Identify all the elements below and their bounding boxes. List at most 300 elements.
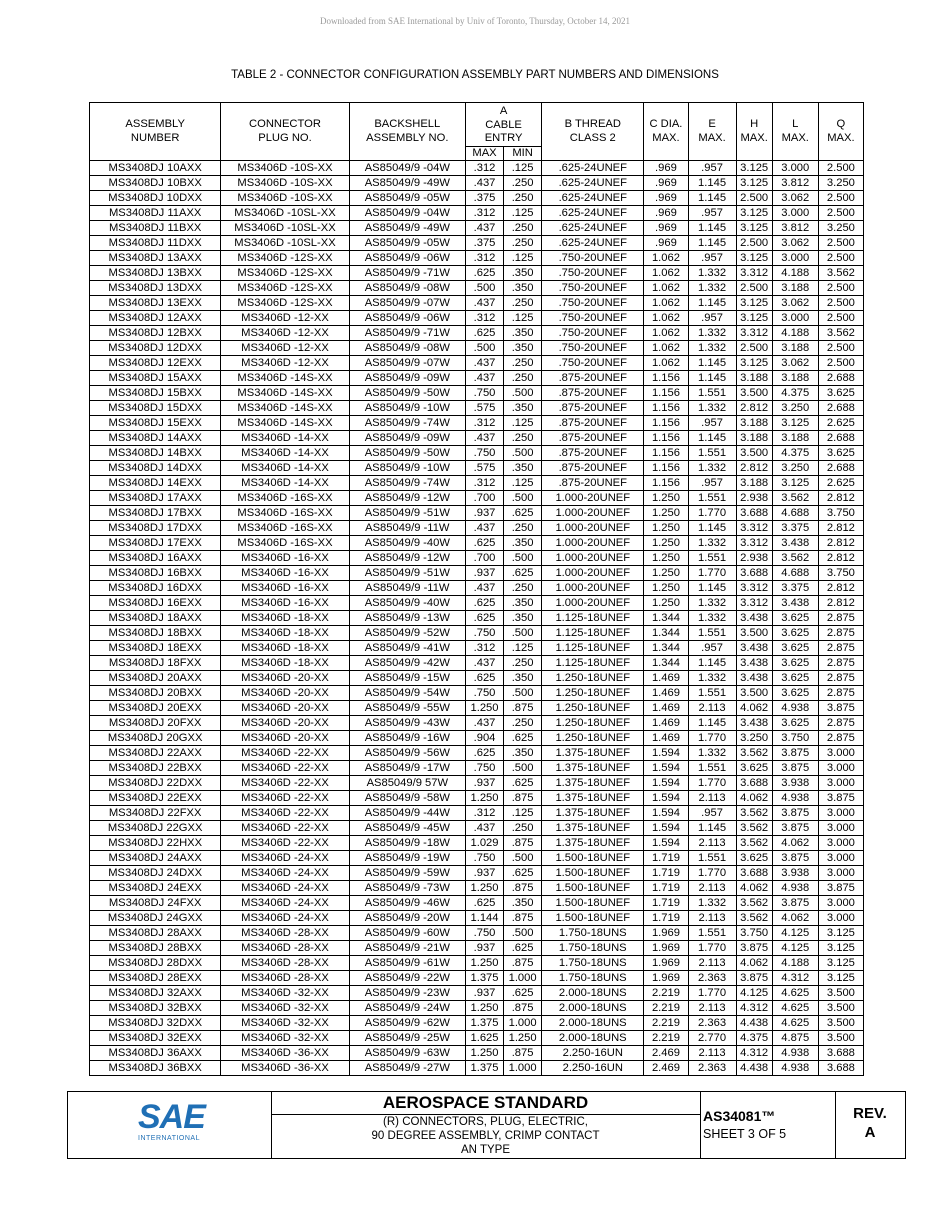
- cell-q-max: 2.500: [818, 356, 863, 371]
- cell-backshell-assembly: AS85049/9 -50W: [349, 446, 465, 461]
- table-row: [90, 161, 864, 176]
- cell-b-thread: .625-24UNEF: [542, 236, 644, 251]
- cell-backshell-assembly: AS85049/9 -54W: [349, 686, 465, 701]
- cell-backshell-assembly: AS85049/9 -11W: [349, 581, 465, 596]
- cell-connector-plug: MS3406D -12S-XX: [221, 266, 349, 281]
- cell-q-max: 3.000: [818, 821, 863, 836]
- header-e-max: E MAX.: [688, 103, 736, 161]
- cell-h-max: 2.500: [736, 281, 772, 296]
- cell-assembly-number: MS3408DJ 16EXX: [90, 596, 221, 611]
- cell-backshell-assembly: AS85049/9 -43W: [349, 716, 465, 731]
- cell-assembly-number: MS3408DJ 24FXX: [90, 896, 221, 911]
- cell-c-dia: 1.250: [644, 536, 688, 551]
- cell-backshell-assembly: AS85049/9 -40W: [349, 596, 465, 611]
- table-row: [90, 671, 864, 686]
- standard-title-cell: [271, 1092, 701, 1158]
- cell-a-min: .625: [504, 866, 542, 881]
- cell-assembly-number: MS3408DJ 12DXX: [90, 341, 221, 356]
- cell-l-max: 3.625: [772, 656, 818, 671]
- cell-q-max: 3.625: [818, 386, 863, 401]
- cell-l-max: 3.875: [772, 806, 818, 821]
- cell-connector-plug: MS3406D -20-XX: [221, 731, 349, 746]
- cell-q-max: 3.000: [818, 896, 863, 911]
- cell-connector-plug: MS3406D -10S-XX: [221, 176, 349, 191]
- cell-b-thread: 1.125-18UNEF: [542, 611, 644, 626]
- cell-b-thread: 1.125-18UNEF: [542, 626, 644, 641]
- table-row: [90, 446, 864, 461]
- cell-a-max: .312: [465, 806, 503, 821]
- cell-b-thread: 1.750-18UNS: [542, 956, 644, 971]
- cell-b-thread: 1.375-18UNEF: [542, 746, 644, 761]
- cell-assembly-number: MS3408DJ 15EXX: [90, 416, 221, 431]
- cell-a-max: .312: [465, 161, 503, 176]
- cell-a-min: .250: [504, 191, 542, 206]
- cell-c-dia: 1.594: [644, 761, 688, 776]
- cell-backshell-assembly: AS85049/9 -42W: [349, 656, 465, 671]
- cell-connector-plug: MS3406D -28-XX: [221, 971, 349, 986]
- cell-b-thread: 2.000-18UNS: [542, 1016, 644, 1031]
- cell-e-max: 1.551: [688, 761, 736, 776]
- table-row: [90, 821, 864, 836]
- cell-b-thread: 1.000-20UNEF: [542, 506, 644, 521]
- cell-connector-plug: MS3406D -20-XX: [221, 716, 349, 731]
- table-row: [90, 461, 864, 476]
- cell-l-max: 3.000: [772, 311, 818, 326]
- download-watermark: Downloaded from SAE International by Univ of Toronto, Thursday, October 14, 2021: [320, 16, 630, 26]
- cell-a-max: .437: [465, 221, 503, 236]
- cell-assembly-number: MS3408DJ 13EXX: [90, 296, 221, 311]
- cell-connector-plug: MS3406D -22-XX: [221, 761, 349, 776]
- cell-assembly-number: MS3408DJ 24AXX: [90, 851, 221, 866]
- cell-h-max: 3.688: [736, 866, 772, 881]
- cell-a-min: .625: [504, 986, 542, 1001]
- cell-backshell-assembly: AS85049/9 -06W: [349, 311, 465, 326]
- cell-connector-plug: MS3406D -10SL-XX: [221, 236, 349, 251]
- cell-b-thread: .875-20UNEF: [542, 431, 644, 446]
- cell-e-max: 1.551: [688, 446, 736, 461]
- cell-e-max: 1.145: [688, 716, 736, 731]
- cell-assembly-number: MS3408DJ 20EXX: [90, 701, 221, 716]
- cell-b-thread: .625-24UNEF: [542, 161, 644, 176]
- cell-backshell-assembly: AS85049/9 -56W: [349, 746, 465, 761]
- cell-assembly-number: MS3408DJ 32EXX: [90, 1031, 221, 1046]
- cell-l-max: 3.625: [772, 626, 818, 641]
- cell-e-max: 1.145: [688, 356, 736, 371]
- cell-assembly-number: MS3408DJ 18BXX: [90, 626, 221, 641]
- cell-h-max: 4.312: [736, 1001, 772, 1016]
- cell-backshell-assembly: AS85049/9 -24W: [349, 1001, 465, 1016]
- cell-b-thread: .750-20UNEF: [542, 356, 644, 371]
- cell-l-max: 3.938: [772, 866, 818, 881]
- cell-e-max: 1.551: [688, 686, 736, 701]
- cell-connector-plug: MS3406D -20-XX: [221, 686, 349, 701]
- cell-b-thread: 1.500-18UNEF: [542, 866, 644, 881]
- cell-connector-plug: MS3406D -16-XX: [221, 581, 349, 596]
- cell-l-max: 3.875: [772, 821, 818, 836]
- cell-b-thread: 1.375-18UNEF: [542, 836, 644, 851]
- cell-connector-plug: MS3406D -24-XX: [221, 911, 349, 926]
- cell-l-max: 3.812: [772, 176, 818, 191]
- cell-q-max: 2.812: [818, 536, 863, 551]
- cell-l-max: 3.188: [772, 371, 818, 386]
- cell-l-max: 4.688: [772, 506, 818, 521]
- cell-backshell-assembly: AS85049/9 -12W: [349, 491, 465, 506]
- cell-h-max: 3.438: [736, 641, 772, 656]
- cell-a-min: .350: [504, 281, 542, 296]
- cell-q-max: 3.000: [818, 851, 863, 866]
- cell-c-dia: 1.062: [644, 266, 688, 281]
- revision-value: A: [864, 1124, 876, 1141]
- cell-connector-plug: MS3406D -22-XX: [221, 791, 349, 806]
- cell-a-min: .250: [504, 356, 542, 371]
- cell-q-max: 3.000: [818, 746, 863, 761]
- cell-backshell-assembly: AS85049/9 -74W: [349, 416, 465, 431]
- cell-l-max: 3.562: [772, 551, 818, 566]
- cell-c-dia: 1.594: [644, 746, 688, 761]
- cell-connector-plug: MS3406D -16S-XX: [221, 536, 349, 551]
- cell-assembly-number: MS3408DJ 28BXX: [90, 941, 221, 956]
- cell-a-min: .500: [504, 386, 542, 401]
- cell-c-dia: 1.250: [644, 596, 688, 611]
- cell-h-max: 3.312: [736, 536, 772, 551]
- cell-a-min: .500: [504, 926, 542, 941]
- cell-assembly-number: MS3408DJ 28DXX: [90, 956, 221, 971]
- cell-b-thread: 1.125-18UNEF: [542, 656, 644, 671]
- cell-a-max: .750: [465, 851, 503, 866]
- cell-q-max: 2.688: [818, 371, 863, 386]
- cell-c-dia: 1.250: [644, 506, 688, 521]
- cell-backshell-assembly: AS85049/9 -71W: [349, 266, 465, 281]
- cell-l-max: 3.250: [772, 401, 818, 416]
- cell-backshell-assembly: AS85049/9 -55W: [349, 701, 465, 716]
- cell-l-max: 4.625: [772, 1016, 818, 1031]
- cell-e-max: 1.770: [688, 731, 736, 746]
- cell-a-min: .875: [504, 1046, 542, 1061]
- cell-h-max: 3.438: [736, 716, 772, 731]
- cell-q-max: 2.500: [818, 191, 863, 206]
- cell-a-min: .125: [504, 476, 542, 491]
- cell-a-min: .250: [504, 521, 542, 536]
- cell-b-thread: .875-20UNEF: [542, 461, 644, 476]
- cell-e-max: 2.113: [688, 701, 736, 716]
- table-row: [90, 1016, 864, 1031]
- header-b-thread: B THREAD CLASS 2: [542, 103, 644, 161]
- cell-c-dia: 1.594: [644, 821, 688, 836]
- cell-connector-plug: MS3406D -24-XX: [221, 851, 349, 866]
- cell-b-thread: 1.500-18UNEF: [542, 911, 644, 926]
- title-block: [67, 1091, 906, 1159]
- cell-connector-plug: MS3406D -10SL-XX: [221, 221, 349, 236]
- cell-h-max: 4.438: [736, 1016, 772, 1031]
- cell-l-max: 4.938: [772, 701, 818, 716]
- cell-connector-plug: MS3406D -10S-XX: [221, 191, 349, 206]
- cell-a-max: .312: [465, 251, 503, 266]
- cell-a-max: 1.250: [465, 956, 503, 971]
- header-q-max: Q MAX.: [818, 103, 863, 161]
- table-row: [90, 341, 864, 356]
- cell-assembly-number: MS3408DJ 22EXX: [90, 791, 221, 806]
- cell-connector-plug: MS3406D -10SL-XX: [221, 206, 349, 221]
- cell-a-min: .125: [504, 251, 542, 266]
- cell-q-max: 3.750: [818, 506, 863, 521]
- cell-assembly-number: MS3408DJ 10AXX: [90, 161, 221, 176]
- header-backshell-assembly: BACKSHELL ASSEMBLY NO.: [349, 103, 465, 161]
- cell-e-max: 1.332: [688, 341, 736, 356]
- cell-l-max: 4.188: [772, 266, 818, 281]
- cell-c-dia: 1.719: [644, 851, 688, 866]
- cell-q-max: 3.125: [818, 971, 863, 986]
- cell-a-min: .350: [504, 611, 542, 626]
- cell-assembly-number: MS3408DJ 22BXX: [90, 761, 221, 776]
- cell-a-max: .312: [465, 206, 503, 221]
- cell-a-max: .437: [465, 581, 503, 596]
- cell-a-min: .625: [504, 941, 542, 956]
- cell-assembly-number: MS3408DJ 22DXX: [90, 776, 221, 791]
- cell-a-max: .937: [465, 506, 503, 521]
- cell-a-max: .625: [465, 326, 503, 341]
- cell-a-max: .625: [465, 896, 503, 911]
- cell-c-dia: 1.594: [644, 791, 688, 806]
- cell-connector-plug: MS3406D -36-XX: [221, 1046, 349, 1061]
- cell-assembly-number: MS3408DJ 32BXX: [90, 1001, 221, 1016]
- cell-backshell-assembly: AS85049/9 -11W: [349, 521, 465, 536]
- cell-a-min: .350: [504, 596, 542, 611]
- cell-connector-plug: MS3406D -14-XX: [221, 476, 349, 491]
- cell-e-max: 1.551: [688, 851, 736, 866]
- cell-backshell-assembly: AS85049/9 -07W: [349, 296, 465, 311]
- cell-c-dia: .969: [644, 176, 688, 191]
- cell-e-max: 1.145: [688, 296, 736, 311]
- cell-l-max: 3.062: [772, 191, 818, 206]
- cell-e-max: 1.332: [688, 596, 736, 611]
- cell-c-dia: 1.969: [644, 941, 688, 956]
- cell-q-max: 3.000: [818, 911, 863, 926]
- cell-assembly-number: MS3408DJ 32DXX: [90, 1016, 221, 1031]
- table-row: [90, 551, 864, 566]
- cell-l-max: 3.438: [772, 536, 818, 551]
- cell-connector-plug: MS3406D -32-XX: [221, 1016, 349, 1031]
- cell-a-max: .437: [465, 371, 503, 386]
- cell-connector-plug: MS3406D -18-XX: [221, 641, 349, 656]
- cell-a-max: .437: [465, 521, 503, 536]
- cell-q-max: 3.000: [818, 776, 863, 791]
- cell-a-max: .375: [465, 236, 503, 251]
- cell-b-thread: .875-20UNEF: [542, 476, 644, 491]
- cell-assembly-number: MS3408DJ 15BXX: [90, 386, 221, 401]
- cell-q-max: 3.500: [818, 986, 863, 1001]
- cell-c-dia: 1.594: [644, 836, 688, 851]
- header-h-max: H MAX.: [736, 103, 772, 161]
- cell-b-thread: 1.250-18UNEF: [542, 686, 644, 701]
- cell-connector-plug: MS3406D -12-XX: [221, 311, 349, 326]
- cell-a-max: .437: [465, 431, 503, 446]
- cell-a-min: .350: [504, 671, 542, 686]
- cell-h-max: 3.125: [736, 296, 772, 311]
- cell-a-min: .350: [504, 746, 542, 761]
- cell-backshell-assembly: AS85049/9 -21W: [349, 941, 465, 956]
- cell-a-min: .875: [504, 836, 542, 851]
- cell-b-thread: 1.000-20UNEF: [542, 551, 644, 566]
- cell-b-thread: 1.500-18UNEF: [542, 851, 644, 866]
- cell-backshell-assembly: AS85049/9 -04W: [349, 161, 465, 176]
- cell-h-max: 2.500: [736, 236, 772, 251]
- cell-a-max: 1.375: [465, 1016, 503, 1031]
- cell-backshell-assembly: AS85049/9 -10W: [349, 461, 465, 476]
- cell-l-max: 4.938: [772, 881, 818, 896]
- cell-connector-plug: MS3406D -16S-XX: [221, 491, 349, 506]
- cell-a-min: .500: [504, 626, 542, 641]
- cell-connector-plug: MS3406D -18-XX: [221, 611, 349, 626]
- cell-q-max: 3.125: [818, 956, 863, 971]
- cell-c-dia: 1.156: [644, 401, 688, 416]
- cell-a-max: .937: [465, 941, 503, 956]
- cell-assembly-number: MS3408DJ 16BXX: [90, 566, 221, 581]
- table-row: [90, 926, 864, 941]
- cell-assembly-number: MS3408DJ 12BXX: [90, 326, 221, 341]
- sheet-number: SHEET 3 OF 5: [703, 1127, 787, 1141]
- cell-connector-plug: MS3406D -20-XX: [221, 701, 349, 716]
- cell-e-max: 1.770: [688, 506, 736, 521]
- table-row: [90, 386, 864, 401]
- cell-l-max: 3.875: [772, 746, 818, 761]
- cell-assembly-number: MS3408DJ 20AXX: [90, 671, 221, 686]
- table-row: [90, 836, 864, 851]
- sae-logo-text: SAE: [138, 1098, 205, 1136]
- cell-backshell-assembly: AS85049/9 -15W: [349, 671, 465, 686]
- cell-backshell-assembly: AS85049/9 -09W: [349, 431, 465, 446]
- cell-backshell-assembly: AS85049/9 -46W: [349, 896, 465, 911]
- cell-q-max: 2.875: [818, 656, 863, 671]
- cell-backshell-assembly: AS85049/9 -27W: [349, 1061, 465, 1076]
- table-row: [90, 686, 864, 701]
- cell-backshell-assembly: AS85049/9 -19W: [349, 851, 465, 866]
- cell-backshell-assembly: AS85049/9 -71W: [349, 326, 465, 341]
- cell-connector-plug: MS3406D -28-XX: [221, 926, 349, 941]
- cell-backshell-assembly: AS85049/9 -58W: [349, 791, 465, 806]
- cell-h-max: 3.312: [736, 521, 772, 536]
- table-row: [90, 806, 864, 821]
- cell-a-min: .125: [504, 206, 542, 221]
- cell-h-max: 2.812: [736, 461, 772, 476]
- table-row: [90, 281, 864, 296]
- cell-h-max: 3.438: [736, 656, 772, 671]
- cell-b-thread: 2.000-18UNS: [542, 1001, 644, 1016]
- cell-a-max: .500: [465, 341, 503, 356]
- cell-q-max: 2.688: [818, 461, 863, 476]
- sae-logo-cell: [68, 1092, 272, 1158]
- cell-assembly-number: MS3408DJ 16DXX: [90, 581, 221, 596]
- cell-a-max: 1.625: [465, 1031, 503, 1046]
- cell-assembly-number: MS3408DJ 17BXX: [90, 506, 221, 521]
- cell-backshell-assembly: AS85049/9 -13W: [349, 611, 465, 626]
- table-row: [90, 866, 864, 881]
- cell-b-thread: .875-20UNEF: [542, 371, 644, 386]
- table-row: [90, 506, 864, 521]
- cell-c-dia: 1.062: [644, 341, 688, 356]
- cell-c-dia: 1.969: [644, 971, 688, 986]
- cell-l-max: 4.062: [772, 911, 818, 926]
- cell-b-thread: 2.250-16UN: [542, 1046, 644, 1061]
- cell-backshell-assembly: AS85049/9 -60W: [349, 926, 465, 941]
- table-row: [90, 791, 864, 806]
- cell-assembly-number: MS3408DJ 24EXX: [90, 881, 221, 896]
- table-row: [90, 236, 864, 251]
- cell-b-thread: .750-20UNEF: [542, 266, 644, 281]
- cell-backshell-assembly: AS85049/9 -45W: [349, 821, 465, 836]
- cell-connector-plug: MS3406D -16-XX: [221, 566, 349, 581]
- cell-l-max: 3.250: [772, 461, 818, 476]
- table-row: [90, 371, 864, 386]
- cell-b-thread: 1.500-18UNEF: [542, 881, 644, 896]
- cell-a-min: .350: [504, 266, 542, 281]
- cell-b-thread: 1.000-20UNEF: [542, 596, 644, 611]
- table-row: [90, 656, 864, 671]
- cell-q-max: 2.875: [818, 716, 863, 731]
- cell-c-dia: .969: [644, 161, 688, 176]
- cell-c-dia: 1.469: [644, 671, 688, 686]
- cell-a-min: .250: [504, 176, 542, 191]
- cell-b-thread: 1.375-18UNEF: [542, 761, 644, 776]
- header-l-max: L MAX.: [772, 103, 818, 161]
- cell-connector-plug: MS3406D -16-XX: [221, 596, 349, 611]
- cell-a-min: .125: [504, 641, 542, 656]
- cell-b-thread: 1.125-18UNEF: [542, 641, 644, 656]
- cell-c-dia: 1.719: [644, 866, 688, 881]
- cell-a-min: .250: [504, 221, 542, 236]
- cell-b-thread: .625-24UNEF: [542, 206, 644, 221]
- cell-q-max: 3.875: [818, 791, 863, 806]
- cell-l-max: 4.375: [772, 386, 818, 401]
- cell-backshell-assembly: AS85049/9 -73W: [349, 881, 465, 896]
- table-row: [90, 401, 864, 416]
- cell-q-max: 2.875: [818, 671, 863, 686]
- table-row: [90, 851, 864, 866]
- cell-e-max: 1.145: [688, 221, 736, 236]
- cell-e-max: .957: [688, 476, 736, 491]
- cell-l-max: 4.125: [772, 941, 818, 956]
- cell-c-dia: 2.219: [644, 1016, 688, 1031]
- cell-c-dia: 1.344: [644, 626, 688, 641]
- cell-q-max: 3.125: [818, 926, 863, 941]
- cell-assembly-number: MS3408DJ 18FXX: [90, 656, 221, 671]
- cell-e-max: 2.113: [688, 1001, 736, 1016]
- cell-backshell-assembly: AS85049/9 -25W: [349, 1031, 465, 1046]
- table-row: [90, 416, 864, 431]
- cell-c-dia: 1.156: [644, 386, 688, 401]
- cell-e-max: .957: [688, 641, 736, 656]
- cell-e-max: 1.332: [688, 266, 736, 281]
- cell-b-thread: 1.000-20UNEF: [542, 536, 644, 551]
- cell-e-max: 2.363: [688, 1016, 736, 1031]
- cell-a-max: .937: [465, 566, 503, 581]
- cell-assembly-number: MS3408DJ 12EXX: [90, 356, 221, 371]
- cell-a-max: 1.375: [465, 971, 503, 986]
- cell-assembly-number: MS3408DJ 20FXX: [90, 716, 221, 731]
- cell-assembly-number: MS3408DJ 20BXX: [90, 686, 221, 701]
- cell-l-max: 3.125: [772, 416, 818, 431]
- cell-a-min: .500: [504, 551, 542, 566]
- table-row: [90, 251, 864, 266]
- table-row: [90, 611, 864, 626]
- cell-b-thread: 1.375-18UNEF: [542, 776, 644, 791]
- cell-h-max: 3.688: [736, 506, 772, 521]
- revision-cell: [835, 1092, 905, 1158]
- cell-assembly-number: MS3408DJ 22HXX: [90, 836, 221, 851]
- cell-c-dia: 1.156: [644, 371, 688, 386]
- cell-backshell-assembly: AS85049/9 57W: [349, 776, 465, 791]
- table-body: [90, 161, 864, 1076]
- cell-connector-plug: MS3406D -24-XX: [221, 866, 349, 881]
